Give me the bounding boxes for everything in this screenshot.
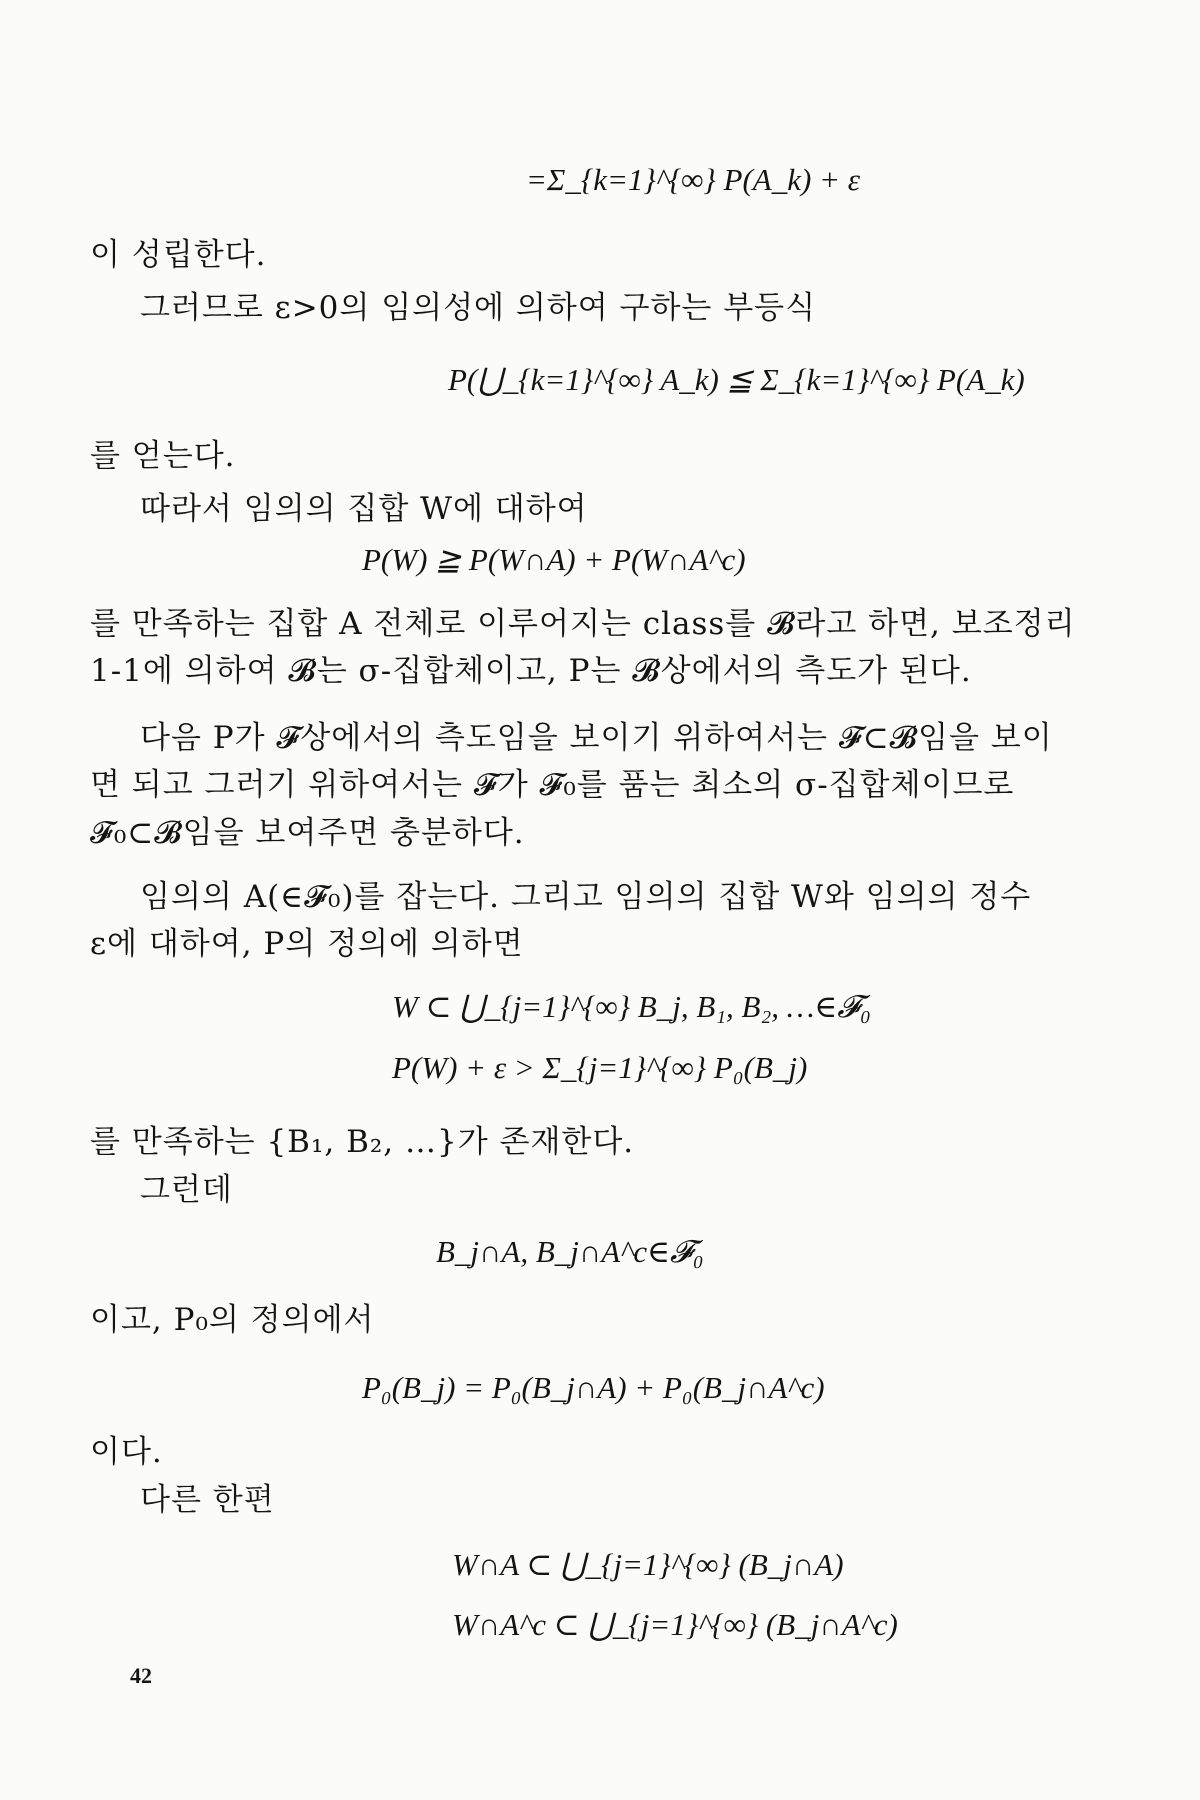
- text-line: 를 만족하는 집합 A 전체로 이루어지는 class를 𝓑라고 하면, 보조정리: [90, 606, 1076, 642]
- text-line: 이다.: [90, 1434, 163, 1470]
- text-line: 따라서 임의의 집합 W에 대하여: [140, 491, 588, 527]
- page-number: 42: [130, 1663, 152, 1688]
- text-line: 다른 한편: [140, 1482, 275, 1518]
- equation-subset-a: W∩A ⊂ ⋃_{j=1}^{∞} (B_j∩A): [452, 1547, 844, 1582]
- equation-sum-bound: =Σ_{k=1}^{∞} P(A_k) + ε: [526, 162, 860, 197]
- text-line: 이 성립한다.: [90, 237, 267, 273]
- text-line: 를 만족하는 {B₁, B₂, …}가 존재한다.: [90, 1124, 635, 1160]
- equation-membership: B_j∩A, B_j∩A^c∈𝓕₀: [436, 1234, 704, 1269]
- equation-outer-bound: P(W) + ε > Σ_{j=1}^{∞} P₀(B_j): [392, 1050, 808, 1085]
- text-line: 1-1에 의하여 𝓑는 σ-집합체이고, P는 𝓑상에서의 측도가 된다.: [90, 653, 972, 689]
- text-line: 그러므로 ε>0의 임의성에 의하여 구하는 부등식: [140, 290, 817, 326]
- equation-additivity: P₀(B_j) = P₀(B_j∩A) + P₀(B_j∩A^c): [362, 1370, 825, 1405]
- text-line: 임의의 A(∈𝓕₀)를 잡는다. 그리고 임의의 집합 W와 임의의 정수: [140, 879, 1032, 915]
- equation-cover: W ⊂ ⋃_{j=1}^{∞} B_j, B₁, B₂, …∈𝓕₀: [392, 989, 871, 1024]
- text-line: ε에 대하여, P의 정의에 의하면: [90, 926, 524, 962]
- equation-measurability: P(W) ≧ P(W∩A) + P(W∩A^c): [362, 542, 746, 577]
- text-line: 𝓕₀⊂𝓑임을 보여주면 충분하다.: [90, 815, 525, 851]
- text-line: 면 되고 그러기 위하여서는 𝓕가 𝓕₀를 품는 최소의 σ-집합체이므로: [90, 767, 1015, 803]
- equation-subadditivity: P(⋃_{k=1}^{∞} A_k) ≦ Σ_{k=1}^{∞} P(A_k): [448, 362, 1025, 397]
- equation-subset-ac: W∩A^c ⊂ ⋃_{j=1}^{∞} (B_j∩A^c): [452, 1607, 898, 1642]
- text-line: 다음 P가 𝓕상에서의 측도임을 보이기 위하여서는 𝓕⊂𝓑임을 보이: [140, 720, 1053, 756]
- text-line: 이고, P₀의 정의에서: [90, 1302, 375, 1338]
- text-line: 를 얻는다.: [90, 438, 236, 474]
- text-line: 그런데: [140, 1172, 233, 1208]
